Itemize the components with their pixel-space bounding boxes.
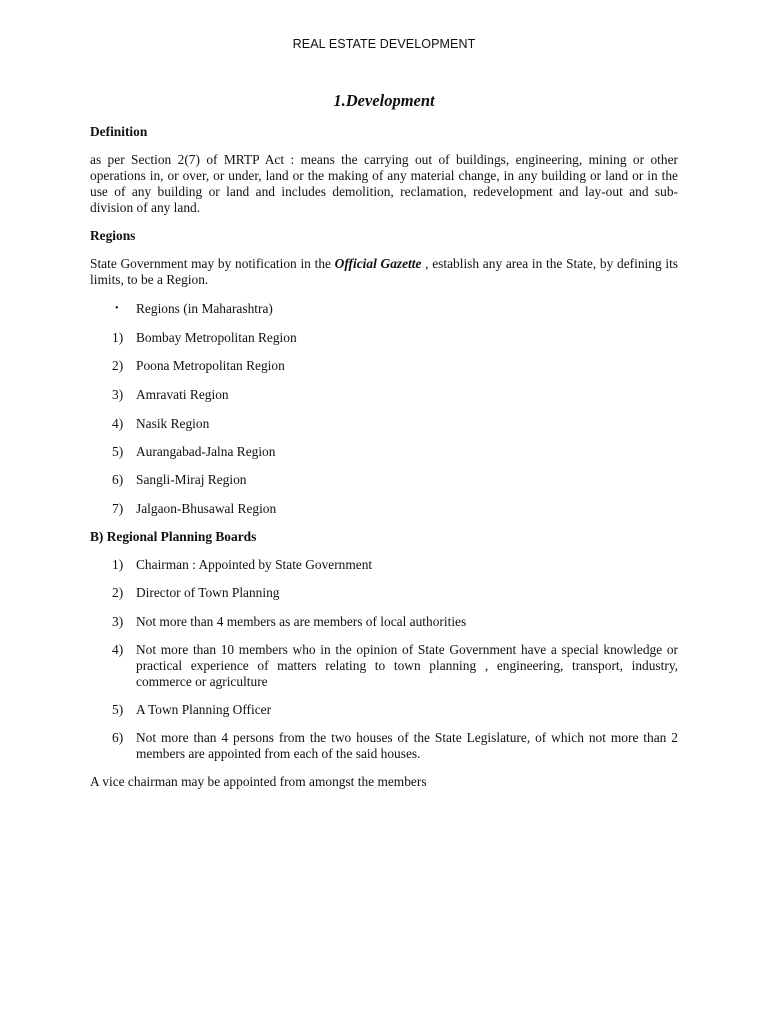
regions-heading: Regions: [90, 228, 136, 243]
list-item: 3) Amravati Region: [112, 387, 229, 402]
bullet-icon: •: [115, 303, 119, 314]
regions-list: [90, 330, 678, 517]
list-item: 1) Bombay Metropolitan Region: [112, 330, 297, 345]
list-item: 6) Not more than 4 persons from the two houses of the State Legislature, of which not more than 2 members are appointed from each of the said houses.: [112, 730, 678, 761]
section-title: 1.Development: [333, 91, 435, 110]
document-body: [90, 122, 678, 790]
vice-chairman-note: A vice chairman may be appointed from amongst the members: [90, 774, 427, 789]
boards-list: [90, 557, 678, 762]
regions-text: State Government may by notification in the Official Gazette , establish any area in the State, by defining its limits, to be a Region.: [90, 256, 679, 287]
list-item: 5) A Town Planning Officer: [112, 702, 272, 717]
page-header: REAL ESTATE DEVELOPMENT: [292, 37, 476, 51]
list-item: 2) Poona Metropolitan Region: [112, 358, 285, 373]
official-gazette-text: Official Gazette: [334, 256, 422, 271]
definition-heading: Definition: [90, 124, 148, 139]
definition-text: as per Section 2(7) of MRTP Act : means the carrying out of buildings, engineering, mining or other operations in, or over, or under, land or the making of any material change, in any building or land or in the use of any building or land and includes demolition, reclamation, redevelopment and lay-out and sub-division of any land.: [90, 152, 678, 215]
list-item: 7) Jalgaon-Bhusawal Region: [112, 501, 277, 516]
list-item: 3) Not more than 4 members as are members of local authorities: [112, 614, 467, 629]
list-item: 5) Aurangabad-Jalna Region: [112, 444, 276, 459]
list-item: 4) Not more than 10 members who in the opinion of State Government have a special knowledge or practical experience of matters relating to town planning , engineering, transport, industry, commerce or agriculture: [112, 642, 678, 689]
list-item: 2) Director of Town Planning: [112, 585, 280, 600]
list-item: 1) Chairman : Appointed by State Government: [112, 557, 373, 572]
boards-heading: B) Regional Planning Boards: [90, 529, 257, 544]
list-item: 4) Nasik Region: [112, 416, 210, 431]
list-item: 6) Sangli-Miraj Region: [112, 472, 247, 487]
regions-bullet-item: • Regions (in Maharashtra): [115, 301, 273, 316]
